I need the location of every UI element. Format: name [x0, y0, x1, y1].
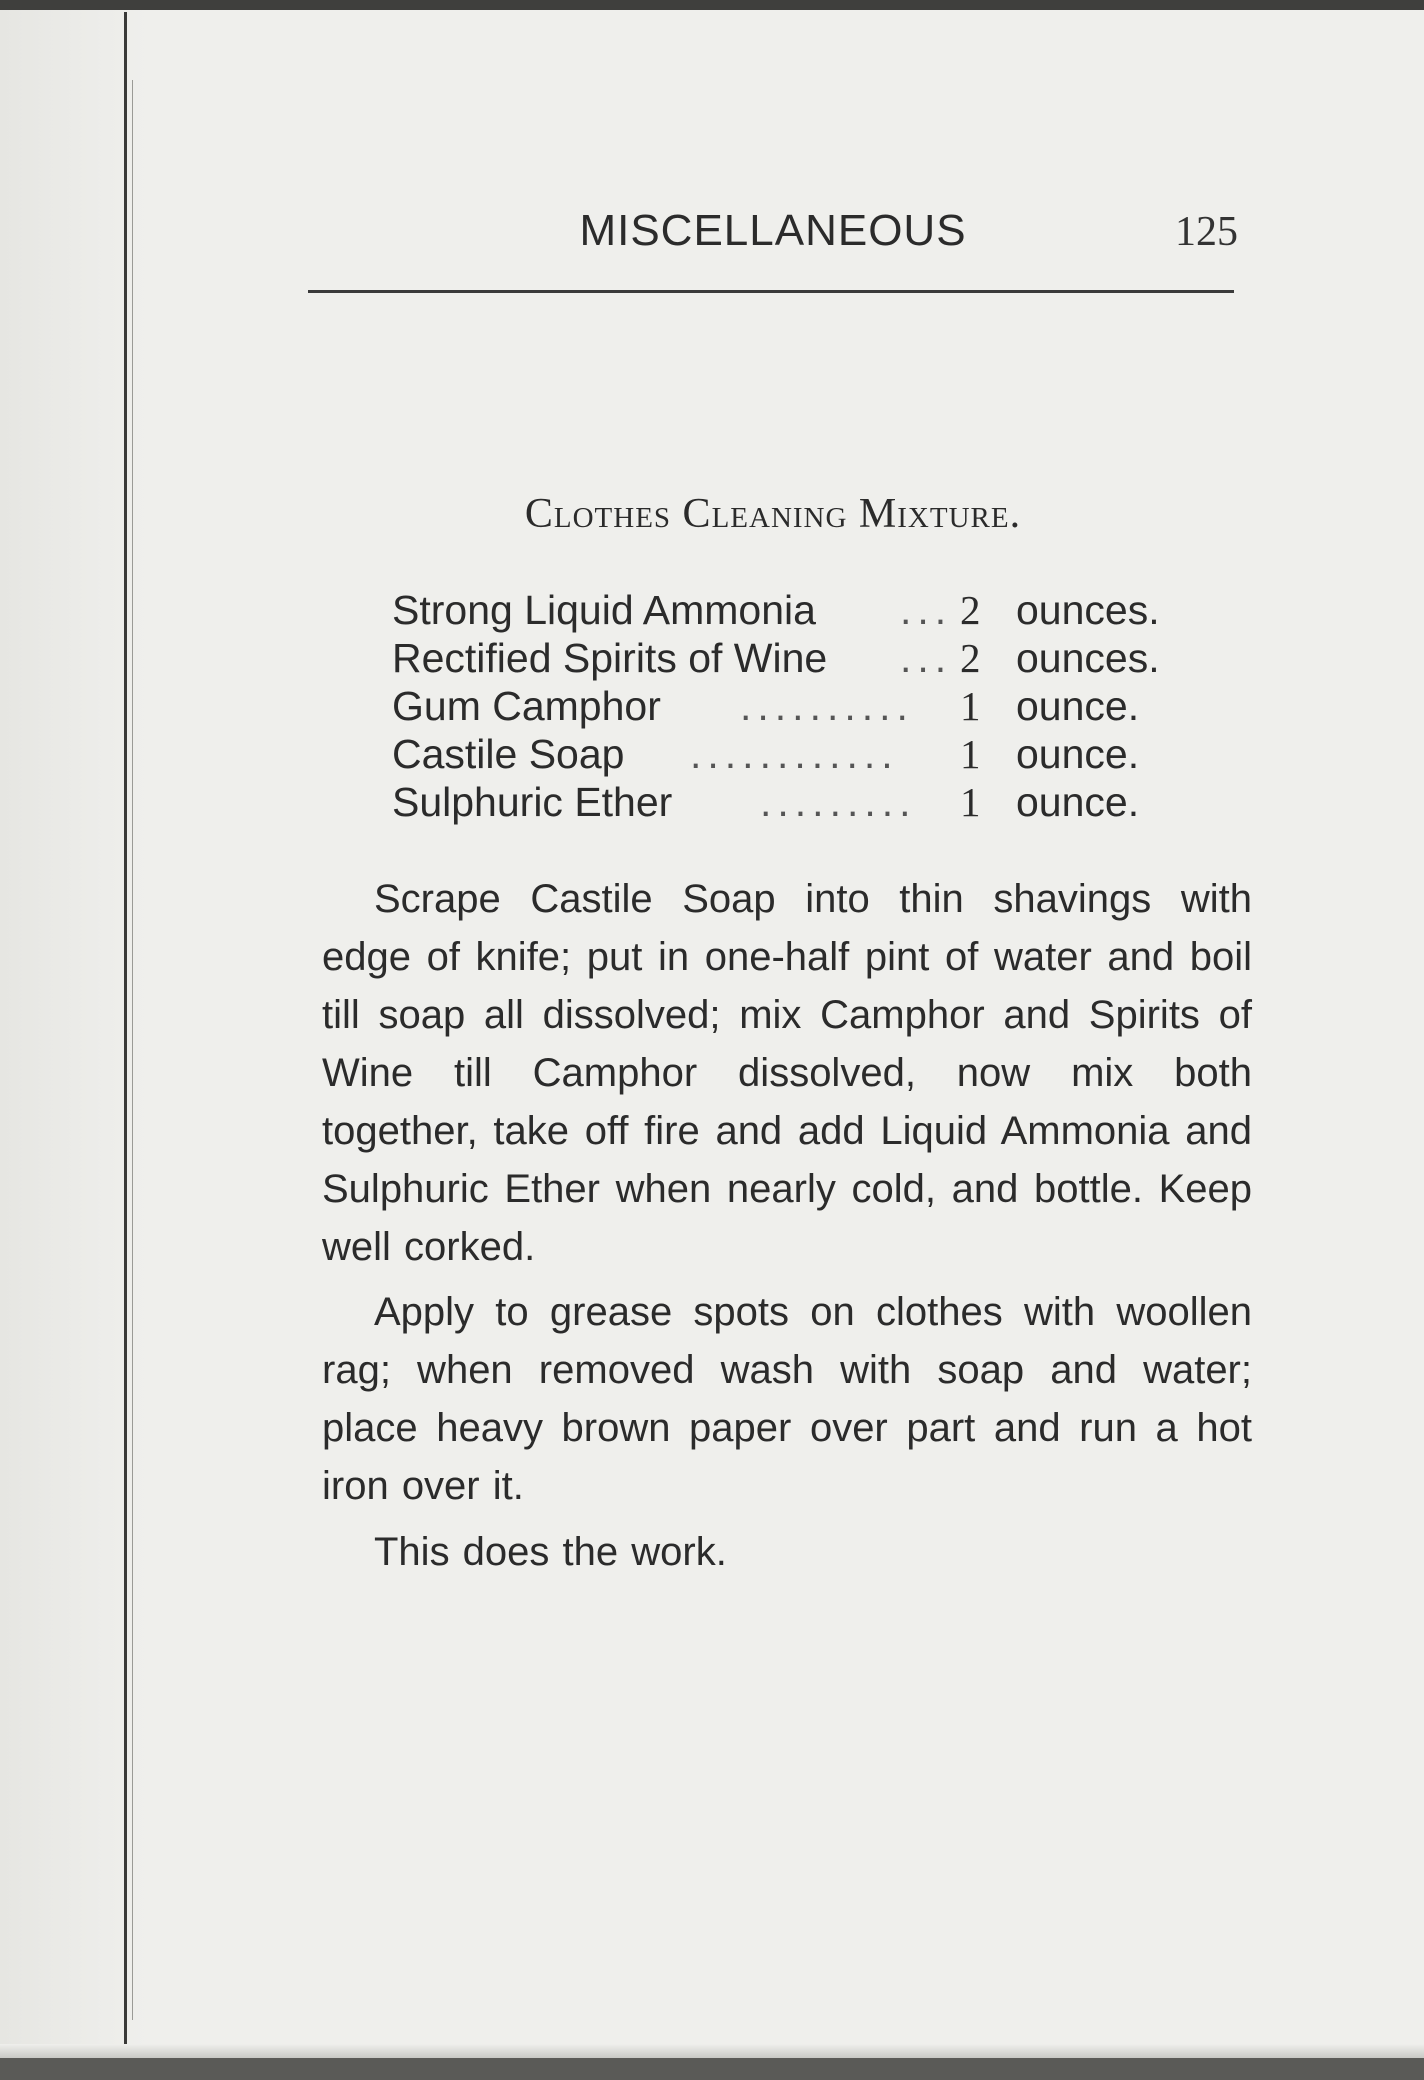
paragraph-text: Apply to grease spots on clothes with woollen rag; when removed wash with soap and water; place heavy brown paper over part and run a hot iron over it.	[322, 1290, 1252, 1508]
ingredient-leader: .........	[760, 779, 917, 825]
instructions-paragraph	[322, 870, 1252, 1276]
ingredient-unit: ounce.	[1016, 683, 1140, 729]
section-title: MISCELLANEOUS	[579, 206, 967, 255]
ingredient-row	[392, 586, 1192, 634]
page-top-edge	[0, 0, 1424, 10]
ingredient-name: Sulphuric Ether	[392, 779, 673, 825]
running-head	[308, 206, 1238, 266]
ingredient-leader: ..........	[740, 683, 914, 729]
ingredient-leader: ...	[900, 587, 953, 633]
gutter-inner-line	[132, 80, 133, 2020]
ingredient-quantity: 2	[960, 635, 981, 681]
ingredient-unit: ounces.	[1016, 587, 1160, 633]
paragraph-text: Scrape Castile Soap into thin shavings with edge of knife; put in one-half pint of water and boil till soap all dissolved; mix Camphor and Spirits of Wine till Camphor dissolved, now mix both together, take off fire and add Liquid Ammonia and Sulphuric Ether when nearly cold, and bottle. Keep well corked.	[322, 877, 1252, 1269]
ingredient-row	[392, 730, 1192, 778]
ingredient-leader: ............	[690, 731, 899, 777]
ingredient-unit: ounces.	[1016, 635, 1160, 681]
page-number: 125	[1175, 209, 1238, 255]
ingredient-row	[392, 778, 1192, 826]
header-rule	[308, 290, 1234, 293]
usage-paragraph	[322, 1283, 1252, 1515]
ingredient-quantity: 1	[960, 731, 981, 777]
ingredient-name: Rectified Spirits of Wine	[392, 635, 828, 681]
book-gutter	[0, 10, 150, 2044]
ingredient-quantity: 2	[960, 587, 981, 633]
ingredient-unit: ounce.	[1016, 731, 1140, 777]
ingredient-row	[392, 682, 1192, 730]
paragraph-text: This does the work.	[374, 1530, 727, 1574]
ingredient-name: Gum Camphor	[392, 683, 661, 729]
ingredient-name: Castile Soap	[392, 731, 625, 777]
ingredient-unit: ounce.	[1016, 779, 1140, 825]
page-bottom-edge	[0, 2058, 1424, 2080]
ingredient-row	[392, 634, 1192, 682]
ingredient-list	[392, 586, 1192, 826]
gutter-edge-line	[124, 12, 127, 2052]
ingredient-quantity: 1	[960, 683, 981, 729]
recipe-title: Clothes Cleaning Mixture.	[524, 491, 1022, 537]
ingredient-leader: ...	[900, 635, 953, 681]
ingredient-name: Strong Liquid Ammonia	[392, 587, 816, 633]
ingredient-quantity: 1	[960, 779, 981, 825]
page-bottom-shadow	[0, 2044, 1424, 2058]
closing-paragraph	[322, 1523, 1252, 1581]
